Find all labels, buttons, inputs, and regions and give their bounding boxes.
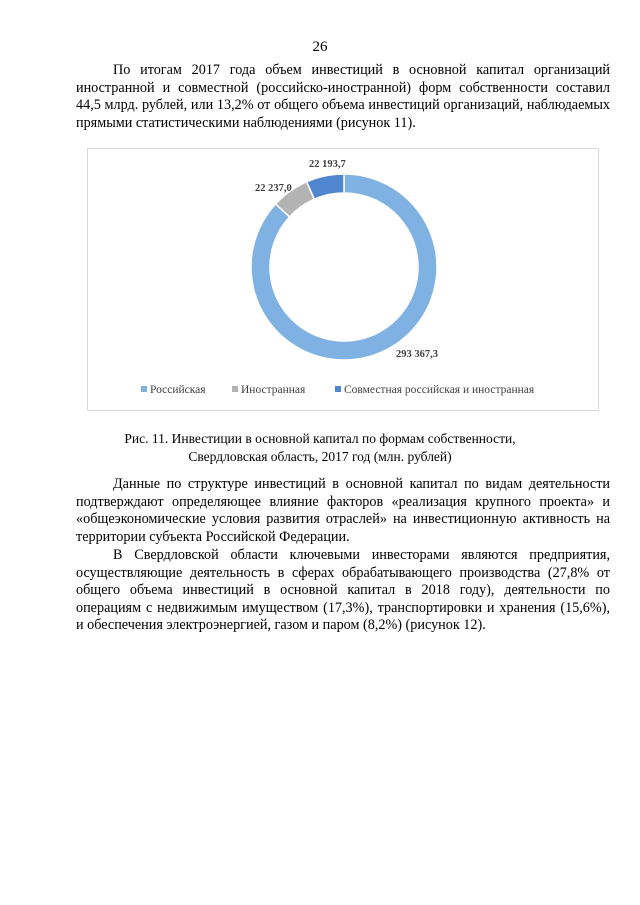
- caption-line-1: Рис. 11. Инвестиции в основной капитал по формам собственности,: [124, 431, 516, 446]
- investment-donut-chart: [87, 148, 599, 411]
- data-label-1: 293 367,3: [396, 349, 438, 360]
- figure-caption: [0, 430, 640, 465]
- legend-item-2: [232, 384, 306, 396]
- legend-label-2: Иностранная: [241, 384, 306, 396]
- data-label-3: 22 193,7: [309, 159, 346, 170]
- legend-swatch-3: [335, 386, 341, 392]
- legend-label-1: Российская: [150, 384, 206, 396]
- donut-chart-svg: [88, 149, 600, 412]
- intro-paragraph: По итогам 2017 года объем инвестиций в основной капитал организаций иностранной и совместной (российско-иностранной) форм собственности составил 44,5 млрд. рублей, или 13,2% от общего объема инвестиций организаций, наблюдаемых прямыми статистическими наблюдениями (рисунок 11).: [76, 62, 610, 131]
- data-label-2: 22 237,0: [255, 183, 292, 194]
- legend-swatch-1: [141, 386, 147, 392]
- legend-swatch-2: [232, 386, 238, 392]
- page-number: 26: [312, 39, 328, 55]
- structure-paragraph: Данные по структуре инвестиций в основной капитал по видам деятельности подтверждают определяющее влияние факторов «реализация крупного проекта» и «общеэкономические условия развития отраслей» на инвестиционную активность на территории субъекта Российской Федерации.: [76, 476, 610, 545]
- donut-slice-3: [307, 174, 344, 199]
- legend-item-3: [335, 384, 535, 396]
- investors-paragraph: В Свердловской области ключевыми инвесторами являются предприятия, осуществляющие деятельность в сферах обрабатывающего производства (27,8% от общего объема инвестиций в основной капитал в 2018 году), деятельности по операциям с недвижимым имуществом (17,3%), транспортировки и хранения (15,6%), и обеспечения электроэнергией, газом и паром (8,2%) (рисунок 12).: [76, 547, 610, 634]
- legend-label-3: Совместная российская и иностранная: [344, 384, 535, 396]
- legend-item-1: [141, 384, 206, 396]
- caption-line-2: Свердловская область, 2017 год (млн. рублей): [188, 448, 452, 464]
